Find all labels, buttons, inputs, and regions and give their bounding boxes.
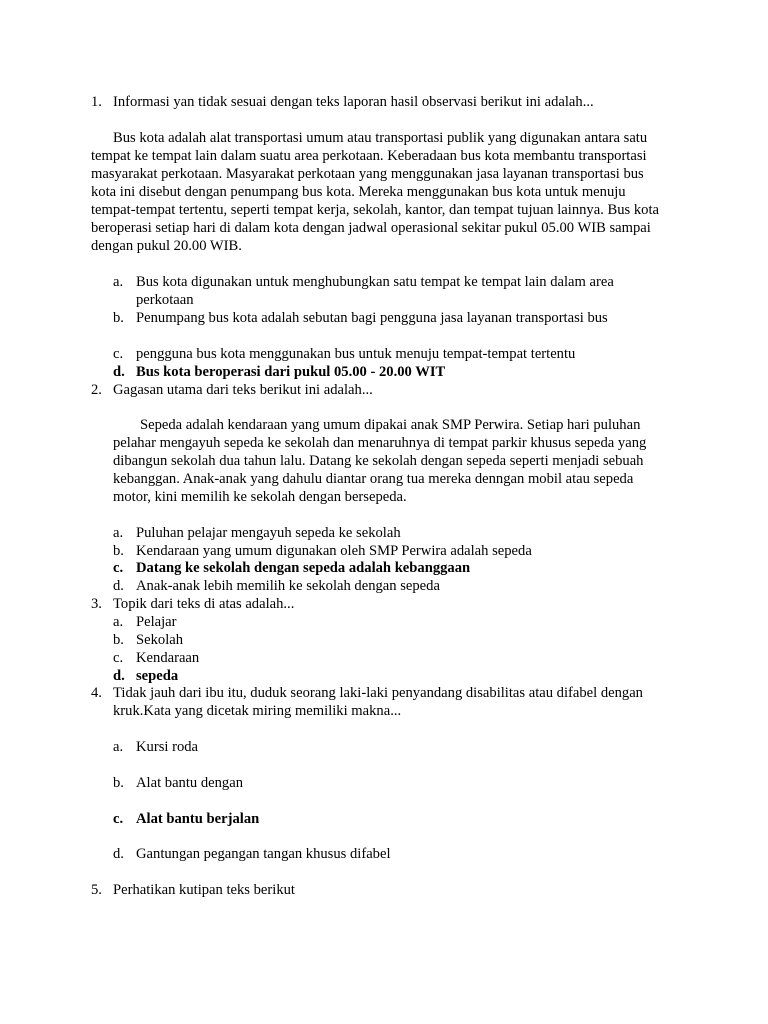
q1-passage-line: beroperasi setiap hari di dalam kota dengan jadwal operasional sekitar pukul 05.00 WIB sampai [91, 220, 651, 236]
q1-passage-line: Bus kota adalah alat transportasi umum atau transportasi publik yang digunakan antara satu [113, 130, 648, 146]
q3-option-d-letter: d. [113, 668, 125, 684]
q5-number: 5. [91, 882, 102, 898]
q2-passage-line: motor, kini memilih ke sekolah dengan bersepeda. [113, 489, 407, 505]
q1-option-a: Bus kota digunakan untuk menghubungkan satu tempat ke tempat lain dalam area [136, 274, 614, 290]
q3-option-c: Kendaraan [136, 650, 200, 666]
q1-passage-line: tempat ke tempat lain dalam suatu area perkotaan. Keberadaan bus kota membantu transportasi [91, 148, 647, 164]
q1-option-b: Penumpang bus kota adalah sebutan bagi pengguna jasa layanan transportasi bus [136, 310, 608, 326]
q4-number: 4. [91, 685, 102, 701]
q4-question: Tidak jauh dari ibu itu, duduk seorang laki-laki penyandang disabilitas atau difabel dengan [113, 685, 643, 701]
q2-passage-line: dibangun sekolah dua tahun lalu. Datang ke sekolah dengan sepeda seperti menjadi sebuah [113, 453, 644, 469]
q1-option-c-letter: c. [113, 346, 124, 362]
q3-option-d-answer: sepeda [136, 668, 179, 684]
q1-option-b-letter: b. [113, 310, 124, 326]
q4-option-b: Alat bantu dengan [136, 775, 243, 791]
q4-option-c-answer: Alat bantu berjalan [136, 811, 260, 827]
q3-option-a-letter: a. [113, 614, 124, 630]
q2-option-c-answer: Datang ke sekolah dengan sepeda adalah kebanggaan [136, 560, 471, 576]
q3-number: 3. [91, 596, 102, 612]
q2-option-a-letter: a. [113, 525, 124, 541]
q5-question: Perhatikan kutipan teks berikut [113, 882, 295, 898]
q2-passage-line: pelahar mengayuh sepeda ke sekolah dan menaruhnya di tempat parkir khusus sepeda yang [113, 435, 647, 451]
q1-passage-line: masyarakat perkotaan. Masyarakat perkotaan yang menggunakan jasa layanan transportasi bus [91, 166, 644, 182]
q3-option-b: Sekolah [136, 632, 184, 648]
q3-question: Topik dari teks di atas adalah... [113, 596, 295, 612]
q4-option-a: Kursi roda [136, 739, 199, 755]
q1-passage-line: dengan pukul 20.00 WIB. [91, 238, 242, 254]
q1-option-a-cont: perkotaan [136, 292, 194, 308]
q1-option-a-letter: a. [113, 274, 124, 290]
q2-number: 2. [91, 382, 102, 398]
q1-number: 1. [91, 94, 102, 110]
q1-option-d-answer: Bus kota beroperasi dari pukul 05.00 - 20.00 WIT [136, 364, 446, 380]
q1-option-d-letter: d. [113, 364, 125, 380]
q2-option-b-letter: b. [113, 543, 124, 559]
q4-option-b-letter: b. [113, 775, 124, 791]
q1-question: Informasi yan tidak sesuai dengan teks laporan hasil observasi berikut ini adalah... [113, 94, 594, 110]
q3-option-b-letter: b. [113, 632, 124, 648]
q1-passage-line: tempat-tempat tertentu, seperti tempat kerja, sekolah, kantor, dan tempat tujuan lainnya. Bus kota [91, 202, 659, 218]
q2-option-d-letter: d. [113, 578, 124, 594]
q4-option-a-letter: a. [113, 739, 124, 755]
q1-passage-line: kota ini disebut dengan penumpang bus kota. Mereka menggunakan bus kota untuk menuju [91, 184, 626, 200]
q2-option-d: Anak-anak lebih memilih ke sekolah dengan sepeda [136, 578, 440, 594]
q3-option-c-letter: c. [113, 650, 124, 666]
q2-option-a: Puluhan pelajar mengayuh sepeda ke sekolah [136, 525, 401, 541]
q4-question-cont: kruk.Kata yang dicetak miring memiliki makna... [113, 703, 402, 719]
q3-option-a: Pelajar [136, 614, 177, 630]
q2-passage-line: kebanggan. Anak-anak yang dahulu diantar orang tua mereka denngan mobil atau sepeda [113, 471, 634, 487]
q2-option-c-letter: c. [113, 560, 124, 576]
q2-passage-line: Sepeda adalah kendaraan yang umum dipakai anak SMP Perwira. Setiap hari puluhan [140, 417, 641, 433]
q2-option-b: Kendaraan yang umum digunakan oleh SMP Perwira adalah sepeda [136, 543, 532, 559]
q4-option-c-letter: c. [113, 811, 124, 827]
q2-question: Gagasan utama dari teks berikut ini adalah... [113, 382, 373, 398]
q1-option-c: pengguna bus kota menggunakan bus untuk menuju tempat-tempat tertentu [136, 346, 576, 362]
q4-option-d-letter: d. [113, 846, 124, 862]
q4-option-d: Gantungan pegangan tangan khusus difabel [136, 846, 391, 862]
